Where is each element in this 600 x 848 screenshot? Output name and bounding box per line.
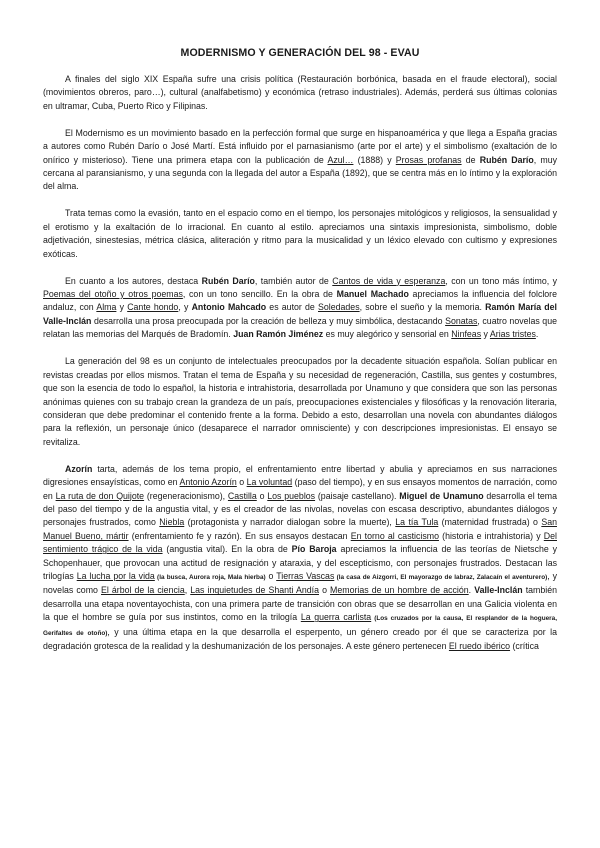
text-run: (1888) y [353,154,396,165]
text-run: A finales del siglo XIX España sufre una crisis política (Restauración borbónica, basada en el fraude electoral), social (movimientos obreros, paro…), cultural (analfabetismo) y económica (retraso industriales). Además, perderá sus últimas colonias en ultramar, Cuba, Puerto Rico y Filipinas. [43,74,557,111]
work-title: Las inquietudes de Shanti Andía [190,585,319,596]
text-run: En cuanto a los autores, destaca [65,275,202,286]
work-title: Prosas profanas [395,154,462,165]
text-run: o [236,477,247,488]
text-run: (enfrentamiento fe y razón). En sus ensayos destacan [128,530,351,541]
work-title: Cante hondo [127,302,179,313]
work-title: En torno al casticismo [350,530,439,541]
text-run: (maternidad frustrada) o [438,517,542,528]
text-run: , muy cercana al paransianismo, y una segunda con la llegada del autor a España (1892), que se centra más en lo íntimo y la exploración del alma. [43,154,557,192]
text-run: de [461,154,480,165]
paragraph [43,207,557,261]
work-title: San Manuel Bueno, mártir [43,517,557,541]
text-run: y [116,302,128,313]
author-name: Ramón María del Valle-Inclán [43,302,557,326]
paragraph [43,127,557,194]
text-run: , sobre el sueño y la memoria. [359,302,486,313]
text-run: (crítica [510,641,539,651]
author-name: Azorín [65,463,93,474]
trilogy-titles: (la busca, Aurora roja, Mala hierba) [154,573,266,581]
paragraph [43,275,557,342]
work-title: La ruta de don Quijote [55,490,145,501]
work-title: Tierras Vascas [276,570,335,581]
text-run: desarrolla una prosa preocupada por la creación de belleza y muy simbólica, destacando [91,315,446,326]
text-run: , y novelas como [43,570,557,596]
text-run: , con un tono sencillo. En la obra de [182,289,337,300]
text-run: . [535,329,539,340]
text-run: , con un tono más íntimo, y [445,275,557,286]
work-title: Memorias de un hombre de acción [330,585,469,596]
text-run: , [184,585,191,596]
work-title: Los pueblos [267,490,316,501]
author-name: Pío Baroja [291,544,337,555]
author-name: Miguel de Unamuno [399,490,484,501]
text-run: , y [178,302,192,313]
work-title: Sonatas [445,315,478,326]
work-title: Poemas del otoño y otros poemas [43,289,183,300]
trilogy-titles: (Los cruzados por la causa, El resplandor de la hoguera, Gerifaltes de otoño) [43,615,557,637]
work-title: La voluntad [246,477,293,488]
paragraph [43,463,557,654]
work-title: Cantos de vida y esperanza [332,275,446,286]
text-run: también desarrolla una etapa noventayochista, con una primera parte de transición con obras que se desarrollan en una Galicia violenta en la que el hombre se guía por sus instintos, como en la trilogía [43,585,557,623]
text-run: (protagonista y narrador dialogan sobre la muerte), [184,517,396,528]
work-title: Azul… [327,154,354,165]
text-run: , y una última etapa en la que desarrolla el esperpento, un género creado por él que se caracteriza por la degradación grotesca de la realidad y la deshumanización de los personajes. A este género pertenecen [43,626,557,651]
author-name: Rubén Darío [201,275,255,286]
text-run: tarta, además de los tema propio, el enfrentamiento entre libertad y abulia y apreciamos en sus narraciones digresiones ensayísticas, como en [43,463,557,488]
text-run: o [318,585,331,596]
text-run: apreciamos la influencia de las teorías de Nietsche y Schopenhauer, que provocan una actitud de resignación y ataraxia, y del escepticismo, con personajes frustrados. Destacan las trilogías [43,544,558,581]
text-run: y [481,329,490,340]
text-run: , cuatro novelas que relatan las memorias del Marqués de Bradomín. [43,315,557,340]
document-title: MODERNISMO Y GENERACIÓN DEL 98 - EVAU [180,47,420,59]
work-title: La guerra carlista [300,612,372,623]
paragraph [43,355,557,449]
text-run: apreciamos la influencia del folclore andaluz, con [43,289,558,313]
author-name: Rubén Darío [479,154,534,165]
text-run: (regeneracionismo), [144,490,228,501]
document-body [43,73,557,653]
author-name: Juan Ramón Jiménez [233,329,324,340]
text-run: El Modernismo es un movimiento basado en la perfección formal que surge en hispanoamérica y que llega a España gracias a autores como Rubén Darío o José Martí. Está influido por el parnasianismo (arte por el arte) y el simbolismo (exaltación de lo onírico y misterioso). Tiene una primera etapa con la publicación de [43,127,557,165]
work-title: La tía Tula [395,517,439,528]
work-title: Arias tristes [489,329,536,340]
text-run: o [256,490,268,501]
text-run: es autor de [266,302,319,313]
author-name: Antonio Mahcado [191,302,267,313]
trilogy-titles: (la casa de Aizgorri, El mayorazgo de labraz, Zalacaín el aventurero) [334,573,548,581]
text-run: (paso del tiempo), y en sus ensayos momentos de narración, como en [43,477,558,501]
author-name: Manuel Machado [336,289,409,300]
text-run: (historia e intrahistoria) y [438,530,544,541]
text-run: (angustia vital). En la obra de [162,544,292,555]
work-title: El ruedo ibérico [448,641,511,651]
text-run: Trata temas como la evasión, tanto en el espacio como en el tiempo, los personajes mitológicos y religiosos, la sensualidad y el erotismo y la exaltación de lo irracional. En cuanto al estilo. apreciamos una sintaxis impresionista, simbolismo, doble adjetivación, sinestesias, métrica clásica, aliteración y ritmo para la musicalidad y un léxico elevado con cultismo y expresiones exóticas. [43,208,557,259]
work-title: Alma [96,302,117,313]
work-title: Niebla [159,517,185,528]
text-run: , también autor de [254,275,333,286]
work-title: Ninfeas [451,329,482,340]
text-run: desarrolla el tema del paso del tiempo y de la angustia vital, y es el creador de las nivolas, novelas con escasa descriptivo, abundantes diálogos y personajes frustrados, como [43,490,558,528]
text-run: . [468,585,475,596]
text-run: (paisaje castellano). [315,490,400,501]
text-run: es muy alegórico y sensorial en [323,329,452,340]
paragraph [43,73,557,113]
work-title: Del sentimiento trágico de la vida [43,530,557,555]
work-title: Soledades [318,302,360,313]
author-name: Valle-Inclán [474,585,523,596]
work-title: La lucha por la vida [76,570,155,581]
work-title: El árbol de la ciencia [101,585,185,596]
work-title: Antonio Azorín [179,477,237,488]
text-run: La generación del 98 es un conjunto de intelectuales preocupados por la decadente situación española. Solían publicar en revistas creadas por ellos mismos. Tratan el tema de España y su necesidad de regeneración, Castilla, sus gentes y costumbres, que son la esencia de todo lo español, la historia e intrahistoria, desarrollada por Unamuno y que considera que son las personas anónimas quienes con su trabajo crean la grandeza de un país, preocupaciones existenciales y filosóficas y la renovación literaria, consideran que debe predominar el contenido frente a la forma. Debido a esto, desarrollan una novela con abundantes diálogos para la reflexión, un personaje único (desaparece el narrador omnisciente) y con descripciones impresionistas. El ensayo se revitaliza. [43,356,557,447]
work-title: Castilla [227,490,257,501]
text-run: o [265,570,277,581]
